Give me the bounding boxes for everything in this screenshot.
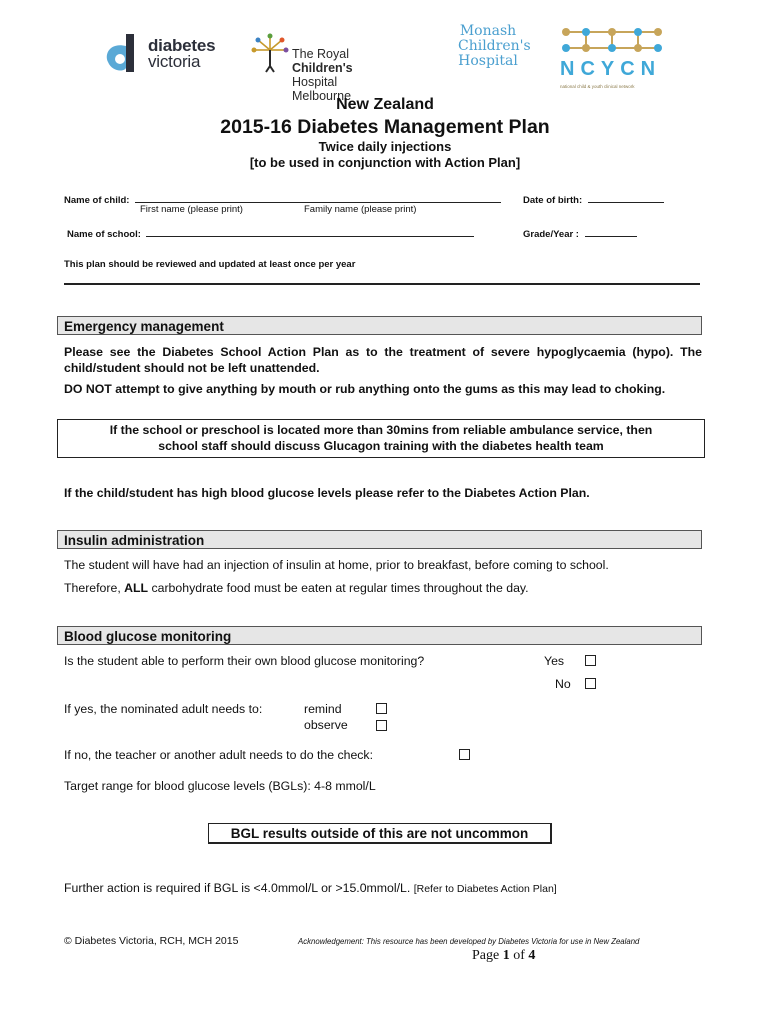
diabetes-victoria-wordmark: diabetes victoria bbox=[148, 36, 216, 71]
glucagon-notice: If the school or preschool is located more than 30mins from reliable ambulance service, then school staff should discuss Glucagon training with the diabetes health team bbox=[57, 419, 705, 458]
ncycn-network-icon bbox=[560, 24, 665, 56]
name-of-child-field[interactable] bbox=[135, 192, 501, 203]
name-of-child-row bbox=[64, 192, 501, 206]
diabetes-victoria-logo bbox=[100, 32, 216, 81]
family-name-hint: Family name (please print) bbox=[304, 204, 417, 215]
remind-checkbox[interactable] bbox=[376, 703, 387, 714]
high-bgl-note: If the child/student has high blood glucose levels please refer to the Diabetes Action Plan. bbox=[64, 486, 590, 500]
grade-field[interactable] bbox=[585, 226, 637, 237]
ncycn-tagline: national child & youth clinical network bbox=[560, 84, 635, 89]
dob-label: Date of birth: bbox=[523, 195, 583, 206]
no-checkbox[interactable] bbox=[585, 678, 596, 689]
rch-logo bbox=[250, 32, 353, 103]
plan-note: [to be used in conjunction with Action Plan] bbox=[249, 155, 521, 170]
logo-bar bbox=[100, 22, 680, 103]
bgm-question: Is the student able to perform their own blood glucose monitoring? bbox=[64, 654, 425, 668]
further-action: Further action is required if BGL is <4.0mmol/L or >15.0mmol/L. [Refer to Diabetes Action Plan] bbox=[64, 881, 557, 895]
yes-checkbox[interactable] bbox=[585, 655, 596, 666]
name-of-child-label: Name of child: bbox=[64, 195, 130, 206]
emergency-heading: Emergency management bbox=[57, 316, 702, 335]
insulin-line-2: Therefore, ALL carbohydrate food must be eaten at regular times throughout the day. bbox=[64, 581, 529, 595]
monash-childrens-wordmark: Monash Children's Hospital bbox=[458, 23, 531, 69]
no-label: No bbox=[555, 677, 571, 691]
divider bbox=[64, 283, 700, 285]
page-number: Page 1 of 4 bbox=[472, 948, 536, 963]
school-label: Name of school: bbox=[67, 229, 141, 240]
insulin-line-1: The student will have had an injection of insulin at home, prior to breakfast, before coming to school. bbox=[64, 558, 609, 572]
first-name-hint: First name (please print) bbox=[140, 204, 243, 215]
yes-label: Yes bbox=[544, 654, 565, 668]
footer-copyright: © Diabetes Victoria, RCH, MCH 2015 bbox=[64, 935, 239, 947]
bgl-uncommon-box: BGL results outside of this are not uncommon bbox=[208, 823, 552, 844]
target-range: Target range for blood glucose levels (BGLs): 4-8 mmol/L bbox=[64, 779, 376, 793]
plan-subtitle: Twice daily injections bbox=[318, 139, 452, 154]
grade-row bbox=[523, 226, 637, 240]
if-yes-label: If yes, the nominated adult needs to: bbox=[64, 702, 263, 716]
bgm-heading: Blood glucose monitoring bbox=[57, 626, 702, 645]
diabetes-victoria-mark-icon bbox=[100, 32, 144, 76]
country-heading: New Zealand bbox=[336, 96, 434, 113]
rch-wordmark: The Royal Children's Hospital Melbourne bbox=[292, 47, 353, 103]
remind-label: remind bbox=[304, 702, 342, 716]
insulin-heading: Insulin administration bbox=[57, 530, 702, 549]
dob-field[interactable] bbox=[588, 192, 664, 203]
emergency-para-2: DO NOT attempt to give anything by mouth or rub anything onto the gums as this may lead to choking. bbox=[64, 382, 666, 396]
emergency-para-1: Please see the Diabetes School Action Plan as to the treatment of severe hypoglycaemia (hypo). The child/student should not be left unattended. bbox=[64, 345, 702, 375]
review-note: This plan should be reviewed and updated at least once per year bbox=[64, 259, 356, 270]
dob-row bbox=[523, 192, 664, 206]
ncycn-wordmark: NCYCN bbox=[560, 58, 662, 80]
grade-label: Grade/Year : bbox=[523, 229, 579, 240]
rch-tree-icon bbox=[250, 32, 290, 76]
footer-acknowledgement: Acknowledgement: This resource has been developed by Diabetes Victoria for use in New Zealand bbox=[298, 937, 640, 946]
school-row bbox=[67, 226, 474, 240]
ncycn-logo bbox=[560, 24, 665, 89]
school-field[interactable] bbox=[146, 226, 474, 237]
if-no-label: If no, the teacher or another adult needs to do the check: bbox=[64, 748, 373, 762]
observe-label: observe bbox=[304, 718, 348, 732]
observe-checkbox[interactable] bbox=[376, 720, 387, 731]
page-title: 2015-16 Diabetes Management Plan bbox=[220, 116, 550, 138]
teacher-check-checkbox[interactable] bbox=[459, 749, 470, 760]
